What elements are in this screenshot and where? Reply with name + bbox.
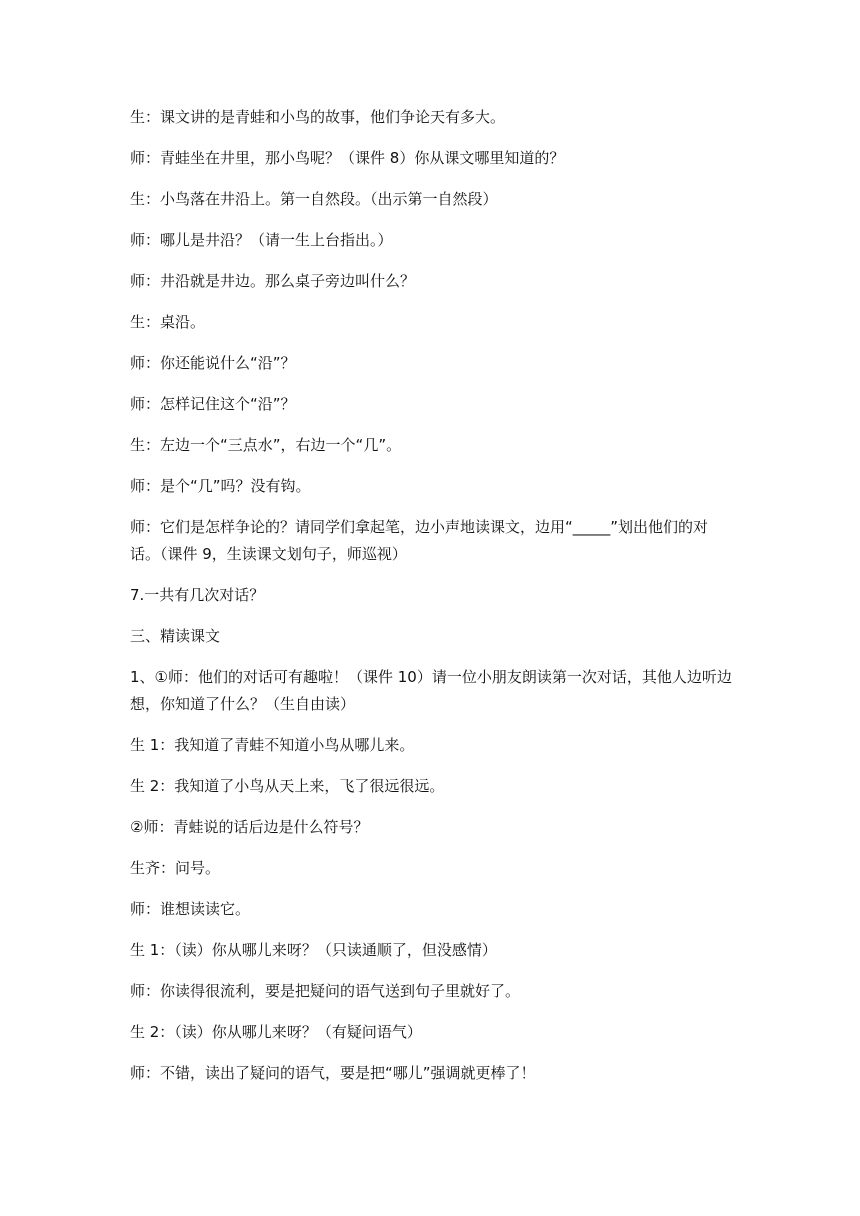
document-body: [130, 104, 734, 1101]
paragraph: 师：你读得很流利，要是把疑问的语气送到句子里就好了。: [130, 982, 521, 1000]
paragraph: 师：是个“几”吗？没有钩。: [130, 477, 311, 495]
paragraph: 生齐：问号。: [130, 859, 221, 877]
paragraph: 生 2：（读）你从哪儿来呀？（有疑问语气）: [130, 1023, 422, 1041]
section-heading: 三、精读课文: [130, 627, 221, 645]
paragraph: 师：青蛙坐在井里，那小鸟呢？（课件 8）你从课文哪里知道的？: [130, 149, 565, 167]
paragraph: 1、①师：他们的对话可有趣啦！（课件 10）请一位小朋友朗读第一次对话，其他人边听边想，你知道了什么？（生自由读）: [130, 668, 732, 713]
paragraph: ②师：青蛙说的话后边是什么符号？: [130, 818, 369, 836]
paragraph: 生 1：（读）你从哪儿来呀？（只读通顺了，但没感情）: [130, 941, 497, 959]
paragraph: 7.一共有几次对话？: [130, 586, 265, 604]
paragraph: 师：不错，读出了疑问的语气，要是把“哪儿”强调就更棒了！: [130, 1064, 536, 1082]
paragraph: 师：你还能说什么“沿”？: [130, 354, 296, 372]
paragraph: 师：它们是怎样争论的？请同学们拿起笔，边小声地读课文，边用“_____”划出他们的对话。（课件 9，生读课文划句子，师巡视）: [130, 518, 709, 563]
paragraph: 生：课文讲的是青蛙和小鸟的故事，他们争论天有多大。: [130, 108, 506, 126]
paragraph: 师：谁想读读它。: [130, 900, 251, 918]
paragraph: 生：小鸟落在井沿上。第一自然段。（出示第一自然段）: [130, 190, 498, 208]
paragraph: 师：井沿就是井边。那么桌子旁边叫什么？: [130, 272, 416, 290]
paragraph: 生：桌沿。: [130, 313, 206, 331]
paragraph: 生 2：我知道了小鸟从天上来，飞了很远很远。: [130, 777, 445, 795]
paragraph: 师：哪儿是井沿？（请一生上台指出。）: [130, 231, 393, 249]
paragraph: 师：怎样记住这个“沿”？: [130, 395, 296, 413]
paragraph: 生：左边一个“三点水”，右边一个“几”。: [130, 436, 402, 454]
paragraph: 生 1：我知道了青蛙不知道小鸟从哪儿来。: [130, 736, 415, 754]
